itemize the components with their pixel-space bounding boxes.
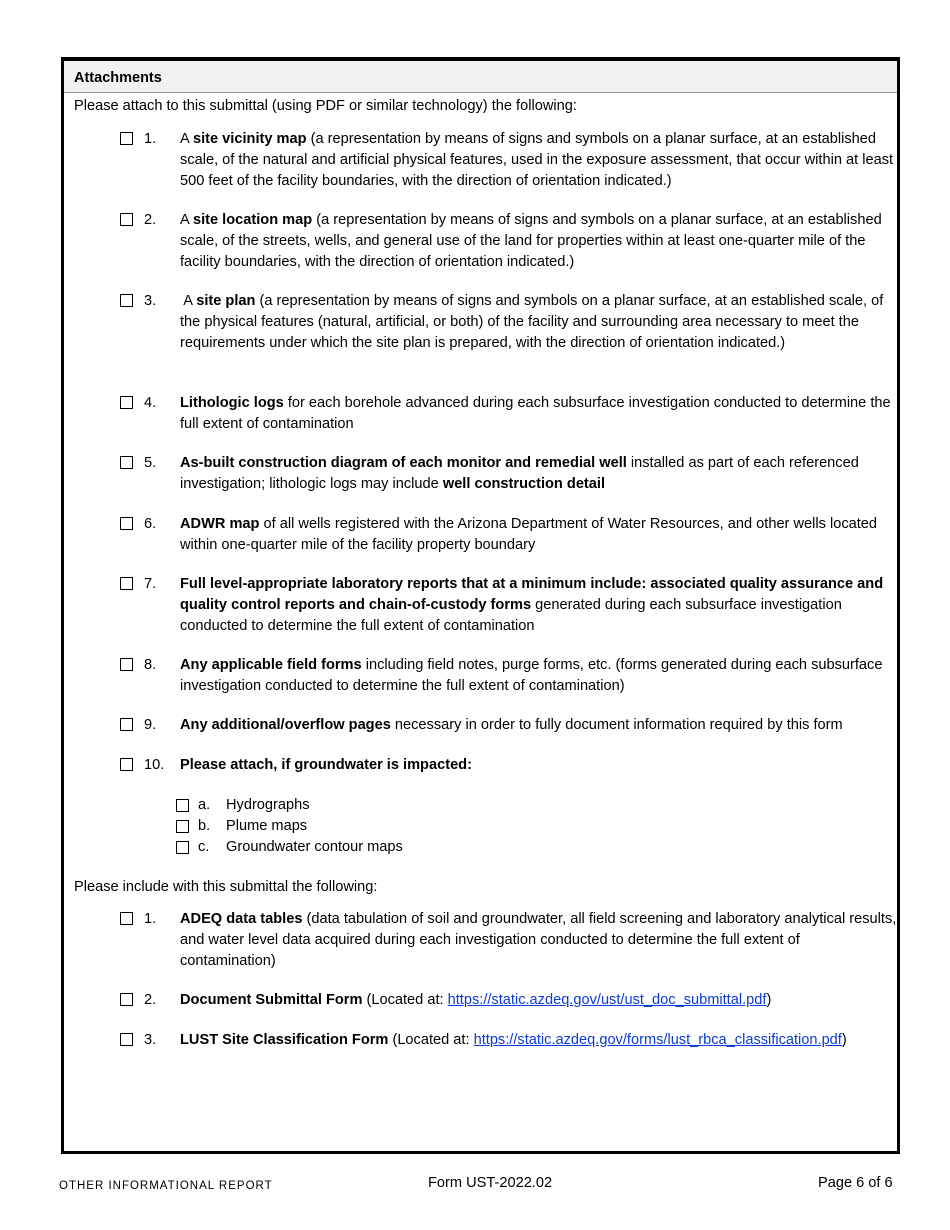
checkbox[interactable] [120,456,133,469]
checkbox[interactable] [176,841,189,854]
checkbox[interactable] [120,577,133,590]
section-title: Attachments [64,61,897,93]
checkbox[interactable] [120,132,133,145]
checkbox[interactable] [120,718,133,731]
checkbox[interactable] [120,294,133,307]
checkbox[interactable] [176,820,189,833]
checkbox[interactable] [120,993,133,1006]
document-submittal-link[interactable]: https://static.azdeq.gov/ust/ust_doc_submittal.pdf [447,992,767,1008]
include-intro: Please include with this submittal the following: [74,879,378,895]
checkbox[interactable] [120,517,133,530]
checkbox[interactable] [120,213,133,226]
checkbox[interactable] [120,912,133,925]
checkbox[interactable] [120,758,133,771]
checkbox[interactable] [176,799,189,812]
checkbox[interactable] [120,1033,133,1046]
footer-report-type: OTHER INFORMATIONAL REPORT [59,1180,273,1192]
attach-intro: Please attach to this submittal (using PDF or similar technology) the following: [74,98,577,114]
checkbox[interactable] [120,396,133,409]
attachments-section: Attachments Please attach to this submittal (using PDF or similar technology) the following: 1. A site vicinity map (a representation by means of signs and symbols on a planar surface, at an established scale, of the natural and artificial physical features, used in the exposure assessment, that occur within at least 500 feet of the facility boundaries, with the direction of orientation indicated.) 2. A site location map (a representation by means of signs and symbols on a planar surface, at an established scale, of the streets, wells, and general use of the land for properties within at least one-quarter mile of the facility boundaries, with the direction of orientation indicated.) 3. A site plan (a representation by means of signs and symbols on a planar surface, at an established scale, of the physical features (natural, artificial, or both) of the facility and surrounding area necessary to meet the requirements under which the site plan is prepared, with the direction of orientation indicated.) 4. Lithologic logs for each borehole advanced during each subsurface investigation conducted to determine the full extent of contamination 5. As-built construction diagram of each monitor and remedial well installed as part of each referenced investigation; lithologic logs may include well construction detail 6. ADWR map of all wells registered with the Arizona Department of Water Resources, and other wells located within one-quarter mile of the facility property boundary 7. Full level-appropriate laboratory reports that at a minimum include: associated quality assurance and quality control reports and chain-of-custody forms generated during each subsurface investigation conducted to determine the full extent of contamination 8. Any applicable field forms including field notes, purge forms, etc. (forms generated during each subsurface investigation conducted to determine the full extent of contamination) 9. Any additional/overflow pages necessary in order to fully document information required by this form 10. Please attach, if groundwater is impacted: a. Hydrographs b. Plume maps c. Groundwater contour maps Please include with this submittal the following: 1. ADEQ data tables (data tabulation of soil and groundwater, all field screening and laboratory analytical results, and water level data acquired during each investigation conducted to determine the full extent of contamination) 2. Document Submittal Form (Located at: https://static.azdeq.gov/ust/ust_doc_submittal.pdf) 3. LUST Site Classification Form (Located at: https://static.azdeq.gov/forms/lust_rbca_classification.pdf) [61,57,900,1154]
checkbox[interactable] [120,658,133,671]
lust-classification-link[interactable]: https://static.azdeq.gov/forms/lust_rbca_classification.pdf [473,1032,842,1048]
footer-form-number: Form UST-2022.02 [428,1175,553,1191]
footer-page-number: Page 6 of 6 [818,1175,893,1191]
